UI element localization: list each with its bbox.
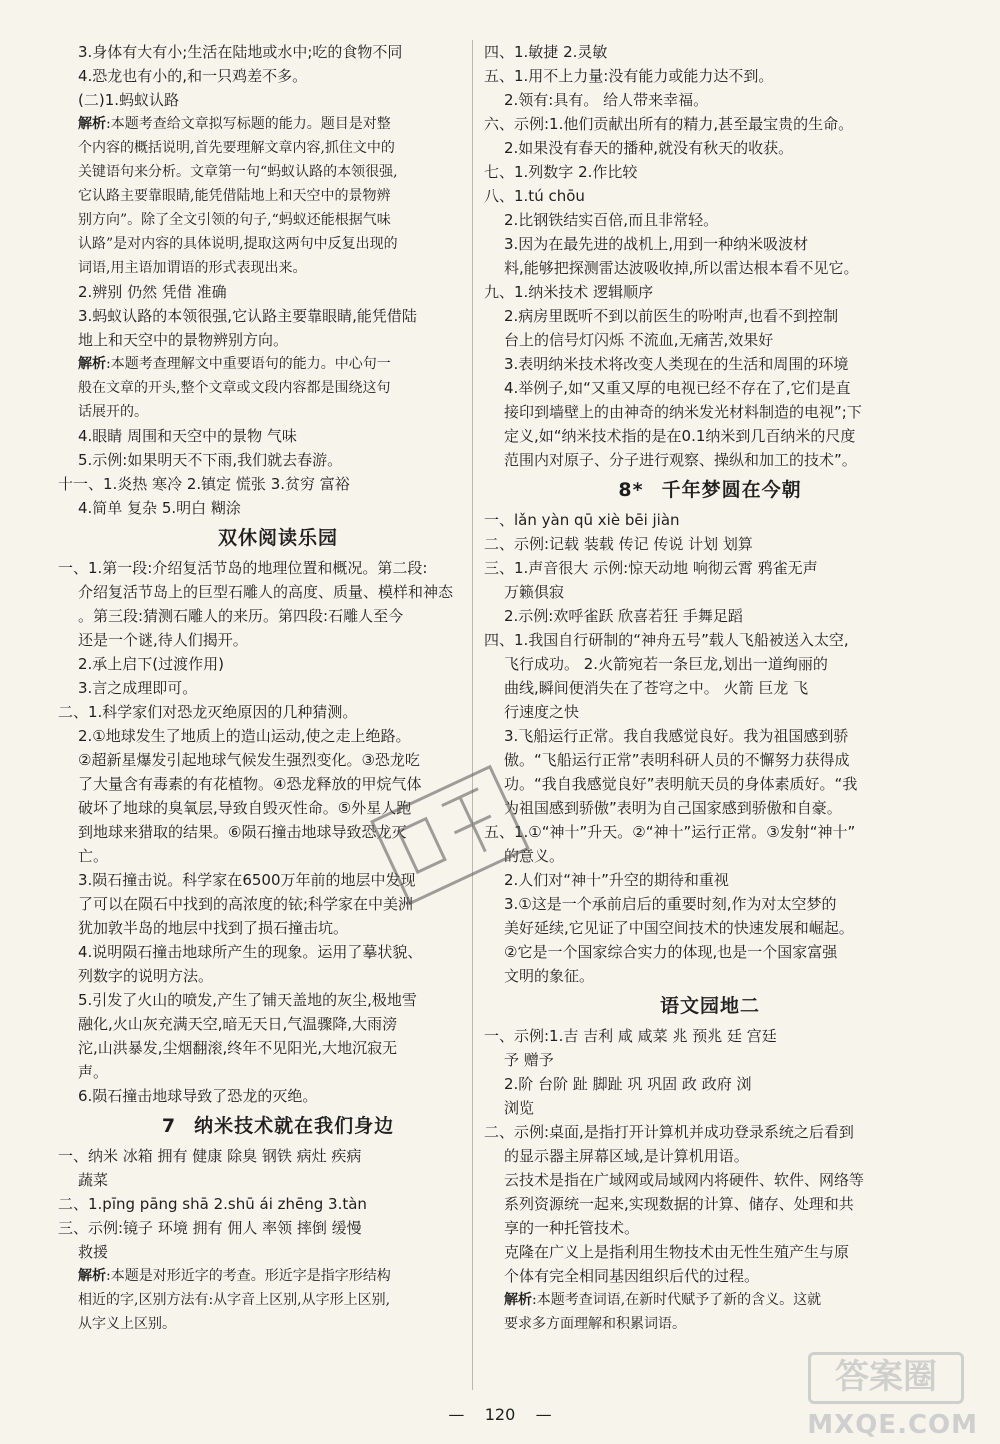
line-text: 十一、1.炎热 寒冷 2.镇定 慌张 3.贫穷 富裕 — [58, 475, 350, 493]
column-divider — [472, 40, 473, 1390]
answer-line — [58, 652, 498, 676]
line-text: 料,能够把探测雷达波吸收掉,所以雷达根本看不见它。 — [504, 259, 859, 277]
answer-line — [58, 1012, 498, 1036]
line-text: 2.示例:欢呼雀跃 欣喜若狂 手舞足蹈 — [504, 607, 743, 625]
line-text: 声。 — [78, 1063, 109, 1081]
line-text: 二、1.pīng pāng shā 2.shū ái zhēng 3.tàn — [58, 1195, 367, 1213]
section-heading — [484, 474, 936, 506]
answer-line — [484, 820, 936, 844]
line-text: 的意义。 — [504, 847, 565, 865]
answer-line — [58, 700, 498, 724]
answer-line — [58, 916, 498, 940]
answer-line — [484, 328, 936, 352]
answer-line — [484, 580, 936, 604]
line-text: 3.身体有大有小;生活在陆地或水中;吃的食物不同 — [78, 43, 403, 61]
answer-line — [58, 1144, 498, 1168]
line-text: 3.言之成理即可。 — [78, 679, 198, 697]
answer-line — [484, 304, 936, 328]
answer-line — [484, 64, 936, 88]
line-text: 享的一种托管技术。 — [504, 1219, 640, 1237]
answer-line — [484, 604, 936, 628]
page-number: — 120 — — [448, 1405, 552, 1424]
answer-line — [484, 940, 936, 964]
line-text: 从字义上区别。 — [78, 1316, 176, 1332]
line-text: 2.①地球发生了地质上的造山运动,使之走上绝路。 — [78, 727, 411, 745]
line-text: 2.如果没有春天的播种,就没有秋天的收获。 — [504, 139, 794, 157]
line-text: 浏览 — [504, 1099, 535, 1117]
line-text: 一、纳米 冰箱 拥有 健康 除臭 钢铁 病灶 疾病 — [58, 1147, 362, 1165]
line-text: 二、示例:记载 装载 传记 传说 计划 划算 — [484, 535, 753, 553]
line-text: 沱,山洪暴发,尘烟翻滚,终年不见阳光,大地沉寂无 — [78, 1039, 398, 1057]
line-text: 功。“我自我感觉良好”表明航天员的身体素质好。“我 — [504, 775, 858, 793]
answer-line — [58, 748, 498, 772]
line-text: 傲。“飞船运行正常”表明科研人员的不懈努力获得成 — [504, 751, 850, 769]
section-title: 语文园地二 — [659, 995, 760, 1017]
line-text: 万籁俱寂 — [504, 583, 565, 601]
analysis-line — [58, 1264, 498, 1288]
line-text: 个内容的概括说明,首先要理解文章内容,抓住文中的 — [78, 140, 395, 156]
line-text: (二)1.蚂蚁认路 — [78, 91, 180, 109]
line-text: 为祖国感到骄傲”表明为自己国家感到骄傲和自豪。 — [504, 799, 842, 817]
line-text: 定义,如“纳米技术指的是在0.1纳米到几百纳米的尺度 — [504, 427, 856, 445]
answer-line — [484, 676, 936, 700]
section-number: 7 — [161, 1115, 177, 1137]
answer-line — [58, 964, 498, 988]
line-text: 介绍复活节岛上的巨型石雕人的高度、质量、模样和神态 — [78, 583, 454, 601]
line-text: 列数字的说明方法。 — [78, 967, 214, 985]
line-text: :本题考查词语,在新时代赋予了新的含义。这就 — [532, 1292, 822, 1308]
answer-line — [58, 556, 498, 580]
analysis-line — [58, 400, 498, 424]
line-text: 相近的字,区别方法有:从字音上区别,从字形上区别, — [78, 1292, 391, 1308]
answer-line — [484, 772, 936, 796]
answer-line — [58, 448, 498, 472]
analysis-label: 解析 — [504, 1292, 532, 1308]
answer-line — [484, 424, 936, 448]
line-text: 一、lǎn yàn qū xiè bēi jiàn — [484, 511, 680, 529]
answer-line — [484, 652, 936, 676]
line-text: 予 赠予 — [504, 1051, 554, 1069]
line-text: :本题考查给文章拟写标题的能力。题目是对整 — [106, 116, 391, 132]
answer-line — [484, 1144, 936, 1168]
line-text: 2.辨别 仍然 凭借 准确 — [78, 283, 227, 301]
answer-line — [484, 916, 936, 940]
line-text: :本题考查理解文中重要语句的能力。中心句一 — [106, 356, 391, 372]
answer-line — [484, 208, 936, 232]
answer-line — [58, 580, 498, 604]
line-text: 三、1.声音很大 示例:惊天动地 响彻云霄 鸦雀无声 — [484, 559, 818, 577]
answer-line — [58, 496, 498, 520]
analysis-line — [58, 256, 498, 280]
answer-line — [58, 64, 498, 88]
answer-line — [484, 1168, 936, 1192]
answer-line — [484, 628, 936, 652]
analysis-line — [58, 1288, 498, 1312]
line-text: 话展开的。 — [78, 404, 148, 420]
line-text: 五、1.用不上力量:没有能力或能力达不到。 — [484, 67, 774, 85]
analysis-line — [484, 1312, 936, 1336]
line-text: 六、示例:1.他们贡献出所有的精力,甚至最宝贵的生命。 — [484, 115, 854, 133]
line-text: 亡。 — [78, 847, 109, 865]
line-text: 3.表明纳米技术将改变人类现在的生活和周围的环境 — [504, 355, 849, 373]
section-heading — [58, 522, 498, 554]
watermark-logo: 答案圈 — [808, 1352, 964, 1404]
line-text: 2.领有:具有。 给人带来幸福。 — [504, 91, 709, 109]
answer-line — [58, 304, 498, 328]
analysis-line — [58, 1312, 498, 1336]
line-text: 五、1.①“神十”升天。②“神十”运行正常。③发射“神十” — [484, 823, 856, 841]
answer-line — [484, 868, 936, 892]
line-text: 要求多方面理解和积累词语。 — [504, 1316, 686, 1332]
answer-line — [484, 400, 936, 424]
line-text: 云技术是指在广域网或局域网内将硬件、软件、网络等 — [504, 1171, 865, 1189]
answer-line — [484, 1072, 936, 1096]
answer-line — [484, 964, 936, 988]
answer-line — [58, 1216, 498, 1240]
line-text: 了大量含有毒素的有花植物。④恐龙释放的甲烷气体 — [78, 775, 422, 793]
line-text: 别方向”。除了全文引领的句子,“蚂蚁还能根据气味 — [78, 212, 391, 228]
line-text: 。第三段:猜测石雕人的来历。第四段:石雕人至今 — [78, 607, 404, 625]
left-column — [58, 40, 498, 1336]
line-text: 八、1.tú chōu — [484, 187, 585, 205]
answer-line — [484, 184, 936, 208]
line-text: 七、1.列数字 2.作比较 — [484, 163, 638, 181]
line-text: 四、1.敏捷 2.灵敏 — [484, 43, 608, 61]
line-text: 4.简单 复杂 5.明白 糊涂 — [78, 499, 241, 517]
section-heading — [484, 990, 936, 1022]
answer-line — [58, 280, 498, 304]
line-text: 的显示器主屏幕区域,是计算机用语。 — [504, 1147, 749, 1165]
line-text: 美好延续,它见证了中国空间技术的快速发展和崛起。 — [504, 919, 854, 937]
line-text: 到地球来猎取的结果。⑥陨石撞击地球导致恐龙灭 — [78, 823, 407, 841]
line-text: 它认路主要靠眼睛,能凭借陆地上和天空中的景物辨 — [78, 188, 391, 204]
line-text: 3.陨石撞击说。科学家在6500万年前的地层中发现 — [78, 871, 416, 889]
answer-line — [58, 88, 498, 112]
line-text: 2.人们对“神十”升空的期待和重视 — [504, 871, 729, 889]
answer-line — [58, 1036, 498, 1060]
answer-line — [484, 88, 936, 112]
answer-line — [58, 1240, 498, 1264]
analysis-line — [484, 1288, 936, 1312]
answer-line — [484, 508, 936, 532]
line-text: 词语,用主语加谓语的形式表现出来。 — [78, 260, 307, 276]
answer-line — [484, 844, 936, 868]
answer-line — [484, 700, 936, 724]
answer-line — [484, 232, 936, 256]
answer-line — [484, 448, 936, 472]
line-text: 3.因为在最先进的战机上,用到一种纳米吸波材 — [504, 235, 809, 253]
answer-line — [58, 1192, 498, 1216]
watermark-url: MXQE.COM — [807, 1410, 978, 1440]
line-text: ②它是一个国家综合实力的体现,也是一个国家富强 — [504, 943, 838, 961]
line-text: 犹加敦半岛的地层中找到了损石撞击坑。 — [78, 919, 349, 937]
analysis-line — [58, 136, 498, 160]
analysis-line — [58, 232, 498, 256]
line-text: 关键语句来分析。文章第一句“蚂蚁认路的本领很强, — [78, 164, 398, 180]
answer-line — [58, 424, 498, 448]
line-text: 认路”是对内容的具体说明,提取这两句中反复出现的 — [78, 236, 398, 252]
line-text: 3.蚂蚁认路的本领很强,它认路主要靠眼睛,能凭借陆 — [78, 307, 417, 325]
answer-line — [484, 256, 936, 280]
answer-line — [484, 160, 936, 184]
line-text: 般在文章的开头,整个文章或文段内容都是围绕这句 — [78, 380, 391, 396]
line-text: 4.眼睛 周围和天空中的景物 气味 — [78, 427, 297, 445]
answer-line — [58, 40, 498, 64]
section-title: 双休阅读乐园 — [217, 527, 338, 549]
answer-line — [484, 1120, 936, 1144]
line-text: 系列资源统一起来,实现数据的计算、储存、处理和共 — [504, 1195, 854, 1213]
answer-line — [484, 532, 936, 556]
section-title: 千年梦圆在今朝 — [661, 479, 802, 501]
answer-line — [484, 1264, 936, 1288]
answer-line — [484, 1240, 936, 1264]
line-text: 2.阶 台阶 趾 脚趾 巩 巩固 政 政府 浏 — [504, 1075, 752, 1093]
line-text: 6.陨石撞击地球导致了恐龙的灭绝。 — [78, 1087, 318, 1105]
line-text: 4.恐龙也有小的,和一只鸡差不多。 — [78, 67, 308, 85]
answer-line — [58, 628, 498, 652]
answer-line — [58, 940, 498, 964]
analysis-label: 解析 — [78, 356, 106, 372]
line-text: 3.①这是一个承前启后的重要时刻,作为对太空梦的 — [504, 895, 837, 913]
line-text: 5.示例:如果明天不下雨,我们就去春游。 — [78, 451, 343, 469]
line-text: 5.引发了火山的喷发,产生了铺天盖地的灰尘,极地雪 — [78, 991, 417, 1009]
line-text: 克隆在广义上是指利用生物技术由无性生殖产生与原 — [504, 1243, 850, 1261]
line-text: 四、1.我国自行研制的“神舟五号”载人飞船被送入太空, — [484, 631, 849, 649]
line-text: 破坏了地球的臭氧层,导致自毁灭性命。⑤外星人跑 — [78, 799, 412, 817]
line-text: 2.承上启下(过渡作用) — [78, 655, 225, 673]
answer-line — [484, 112, 936, 136]
answer-line — [484, 1024, 936, 1048]
answer-line — [58, 472, 498, 496]
line-text: 文明的象征。 — [504, 967, 595, 985]
line-text: 九、1.纳米技术 逻辑顺序 — [484, 283, 654, 301]
line-text: :本题是对形近字的考查。形近字是指字形结构 — [106, 1268, 391, 1284]
line-text: 二、示例:桌面,是指打开计算机并成功登录系统之后看到 — [484, 1123, 854, 1141]
line-text: 三、示例:镜子 环境 拥有 佣人 率领 摔倒 缓慢 — [58, 1219, 362, 1237]
answer-line — [58, 604, 498, 628]
line-text: 二、1.科学家们对恐龙灭绝原因的几种猜测。 — [58, 703, 358, 721]
answer-line — [484, 376, 936, 400]
answer-line — [484, 352, 936, 376]
analysis-line — [58, 376, 498, 400]
analysis-label: 解析 — [78, 1268, 106, 1284]
line-text: 行速度之快 — [504, 703, 580, 721]
line-text: 飞行成功。 2.火箭宛若一条巨龙,划出一道绚丽的 — [504, 655, 828, 673]
line-text: 4.举例子,如“又重又厚的电视已经不存在了,它们是直 — [504, 379, 851, 397]
line-text: 范围内对原子、分子进行观察、操纵和加工的技术”。 — [504, 451, 857, 469]
analysis-line — [58, 208, 498, 232]
answer-line — [484, 280, 936, 304]
analysis-line — [58, 112, 498, 136]
line-text: 4.说明陨石撞击地球所产生的现象。运用了摹状貌、 — [78, 943, 423, 961]
answer-line — [484, 724, 936, 748]
answer-line — [484, 1216, 936, 1240]
analysis-line — [58, 352, 498, 376]
answer-line — [484, 796, 936, 820]
line-text: 台上的信号灯闪烁 不流血,无痛苦,效果好 — [504, 331, 774, 349]
answer-line — [58, 676, 498, 700]
line-text: 2.比钢铁结实百倍,而且非常轻。 — [504, 211, 719, 229]
answer-line — [484, 556, 936, 580]
answer-line — [484, 1192, 936, 1216]
right-column — [484, 40, 936, 1336]
answer-line — [484, 892, 936, 916]
line-text: 个体有完全相同基因组织后代的过程。 — [504, 1267, 760, 1285]
line-text: 蔬菜 — [78, 1171, 109, 1189]
line-text: 接印到墙壁上的由神奇的纳米发光材料制造的电视”;下 — [504, 403, 862, 421]
answer-line — [484, 1096, 936, 1120]
line-text: 融化,火山灰充满天空,暗无天日,气温骤降,大雨滂 — [78, 1015, 398, 1033]
analysis-line — [58, 184, 498, 208]
line-text: 一、示例:1.吉 吉利 咸 咸菜 兆 预兆 廷 宫廷 — [484, 1027, 777, 1045]
answer-line — [484, 136, 936, 160]
page-number-text: 120 — [484, 1405, 516, 1424]
answer-line — [484, 1048, 936, 1072]
answer-line — [58, 988, 498, 1012]
answer-line — [484, 748, 936, 772]
answer-line — [58, 1060, 498, 1084]
line-text: ②超新星爆发引起地球气候发生强烈变化。③恐龙吃 — [78, 751, 420, 769]
line-text: 还是一个谜,待人们揭开。 — [78, 631, 248, 649]
answer-line — [58, 1168, 498, 1192]
analysis-line — [58, 160, 498, 184]
answer-line — [58, 328, 498, 352]
line-text: 地上和天空中的景物辨别方向。 — [78, 331, 289, 349]
line-text: 2.病房里既听不到以前医生的吩咐声,也看不到控制 — [504, 307, 839, 325]
section-heading — [58, 1110, 498, 1142]
answer-line — [58, 724, 498, 748]
section-number: 8* — [618, 479, 644, 501]
line-text: 3.飞船运行正常。我自我感觉良好。我为祖国感到骄 — [504, 727, 849, 745]
line-text: 了可以在陨石中找到的高浓度的铱;科学家在中美洲 — [78, 895, 414, 913]
answer-line — [58, 1084, 498, 1108]
answer-line — [484, 40, 936, 64]
section-title: 纳米技术就在我们身边 — [194, 1115, 395, 1137]
analysis-label: 解析 — [78, 116, 106, 132]
line-text: 救援 — [78, 1243, 109, 1261]
line-text: 曲线,瞬间便消失在了苍穹之中。 火箭 巨龙 飞 — [504, 679, 809, 697]
line-text: 一、1.第一段:介绍复活节岛的地理位置和概况。第二段: — [58, 559, 428, 577]
